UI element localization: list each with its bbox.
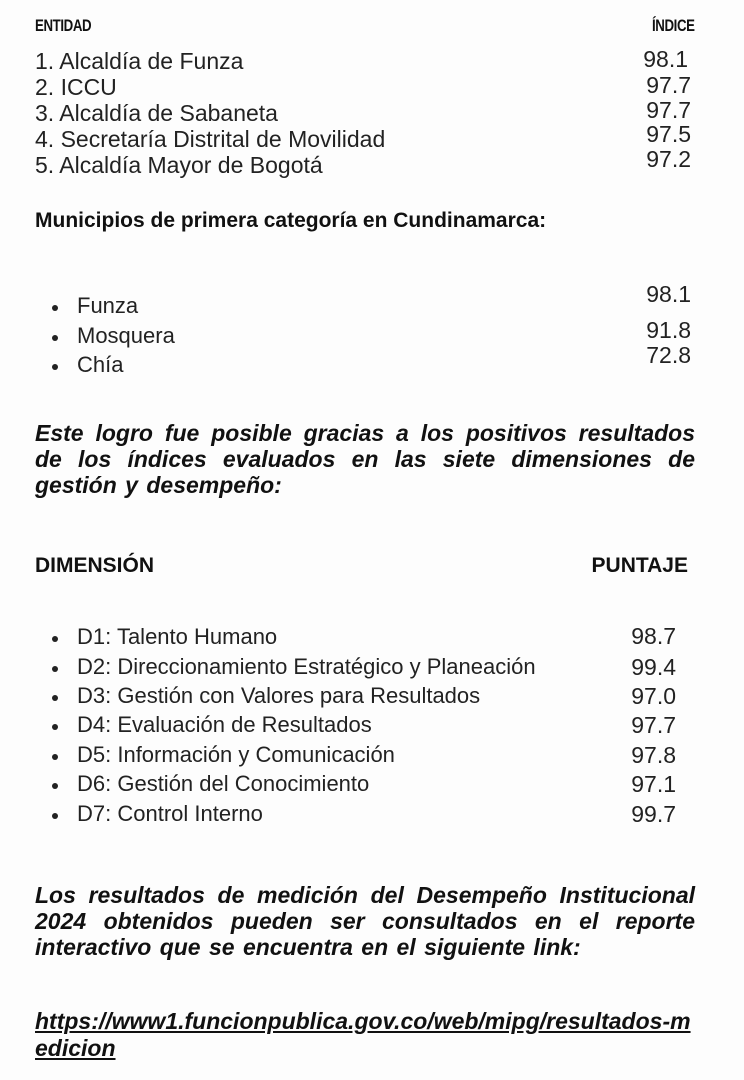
closing-paragraph: Los resultados de medición del Desempeño Institucional 2024 obtenidos pueden ser consultados en el reporte interactivo que se encuentra en el siguiente link: bbox=[35, 882, 695, 960]
dimension-name: D6: Gestión del Conocimiento bbox=[77, 771, 370, 796]
municipio-name: Mosquera bbox=[77, 323, 175, 348]
bullet-icon bbox=[52, 666, 58, 672]
bullet-icon bbox=[52, 724, 58, 730]
column-header-entidad: ENTIDAD bbox=[35, 16, 92, 35]
dimension-name: D7: Control Interno bbox=[77, 801, 263, 826]
column-header-indice: ÍNDICE bbox=[652, 16, 695, 35]
ranking-row-value: 97.7 bbox=[646, 97, 691, 123]
dimension-score: 98.7 bbox=[631, 623, 676, 649]
municipio-name: Funza bbox=[77, 293, 139, 318]
bullet-icon bbox=[52, 754, 58, 760]
ranking-row-value: 97.5 bbox=[646, 121, 691, 147]
bullet-icon bbox=[52, 636, 58, 642]
dimension-score: 97.7 bbox=[631, 712, 676, 738]
ranking-row-name: 4. Secretaría Distrital de Movilidad bbox=[35, 126, 386, 152]
municipio-value: 98.1 bbox=[646, 281, 691, 307]
ranking-row-name: 3. Alcaldía de Sabaneta bbox=[35, 100, 278, 126]
dimension-name: D5: Información y Comunicación bbox=[77, 742, 395, 767]
bullet-icon bbox=[52, 305, 58, 311]
dimension-score: 97.8 bbox=[631, 742, 676, 768]
results-link[interactable]: https://www1.funcionpublica.gov.co/web/mipg/resultados-medicion bbox=[35, 1008, 691, 1061]
ranking-row-value: 98.1 bbox=[643, 46, 688, 72]
ranking-row-name: 5. Alcaldía Mayor de Bogotá bbox=[35, 152, 323, 178]
dimension-name: D2: Direccionamiento Estratégico y Planeación bbox=[77, 654, 536, 679]
column-header-dimension: DIMENSIÓN bbox=[35, 554, 155, 577]
ranking-row-name: 1. Alcaldía de Funza bbox=[35, 48, 244, 74]
dimension-name: D1: Talento Humano bbox=[77, 624, 278, 649]
municipios-heading: Municipios de primera categoría en Cundinamarca: bbox=[35, 209, 547, 232]
bullet-icon bbox=[52, 335, 58, 341]
ranking-row-value: 97.2 bbox=[646, 146, 691, 172]
ranking-row-name: 2. ICCU bbox=[35, 74, 117, 100]
dimension-score: 99.7 bbox=[631, 801, 676, 827]
bullet-icon bbox=[52, 783, 58, 789]
column-header-puntaje: PUNTAJE bbox=[591, 554, 688, 577]
bullet-icon bbox=[52, 813, 58, 819]
dimension-score: 99.4 bbox=[631, 654, 676, 680]
bullet-icon bbox=[52, 695, 58, 701]
dimension-score: 97.0 bbox=[631, 683, 676, 709]
municipio-name: Chía bbox=[77, 352, 124, 377]
dimension-score: 97.1 bbox=[631, 771, 676, 797]
dimension-name: D4: Evaluación de Resultados bbox=[77, 712, 372, 737]
ranking-row-value: 97.7 bbox=[646, 72, 691, 98]
municipio-value: 91.8 bbox=[646, 317, 691, 343]
dimension-name: D3: Gestión con Valores para Resultados bbox=[77, 683, 481, 708]
logro-paragraph: Este logro fue posible gracias a los positivos resultados de los índices evaluados en las siete dimensiones de gestión y desempeño: bbox=[35, 420, 695, 498]
bullet-icon bbox=[52, 364, 58, 370]
municipio-value: 72.8 bbox=[646, 342, 691, 368]
